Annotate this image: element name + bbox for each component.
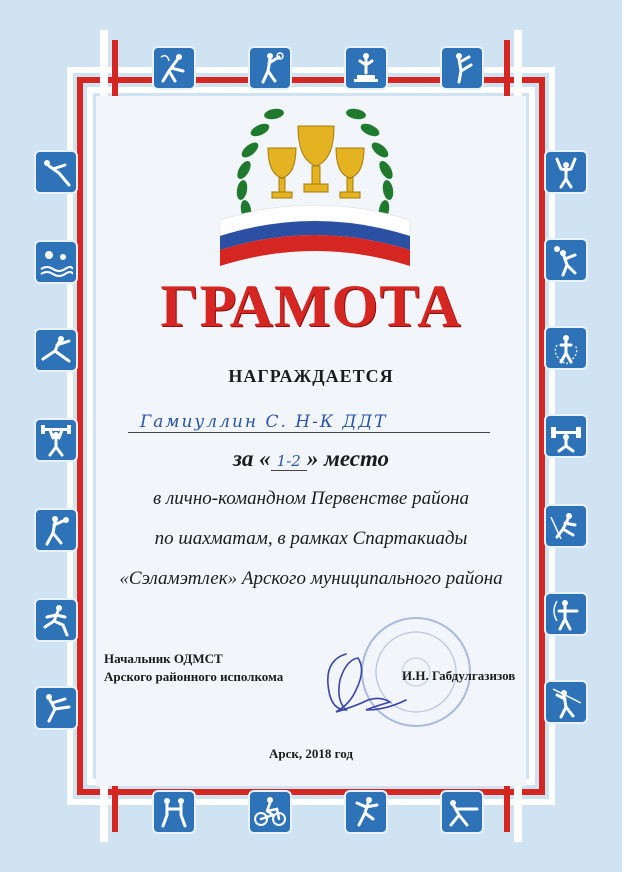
trampoline-icon [344, 790, 388, 834]
ballet-dancer-icon [440, 46, 484, 90]
trophy-figure-icon [344, 46, 388, 90]
certificate-title: ГРАМОТА [160, 273, 462, 339]
hurdler-icon [34, 686, 78, 730]
handwritten-signature [306, 640, 416, 730]
signer-name: И.Н. Габдулгазизов [402, 668, 516, 683]
trophy-cups [268, 126, 364, 198]
rhythmic-gymnast-icon [248, 46, 292, 90]
place-and-year: Арск, 2018 год [269, 746, 353, 761]
javelin-icon [544, 680, 588, 724]
place-prefix: за « [232, 446, 271, 471]
fencer-icon [440, 790, 484, 834]
trophy-emblem [210, 90, 420, 280]
russian-flag-ribbon [220, 205, 410, 266]
acrobats-icon [152, 790, 196, 834]
recipient-underline [128, 432, 490, 433]
place-line [0, 446, 622, 472]
runner-icon [34, 598, 78, 642]
signer-title-line-2: Арского районного исполкома [104, 669, 284, 684]
diver-icon [34, 150, 78, 194]
gymnast-ribbon-icon [152, 46, 196, 90]
cyclist-icon [248, 790, 292, 834]
description-line-2: по шахматам, в рамках Спартакиады [154, 528, 468, 549]
place-suffix: » место [306, 446, 390, 471]
recipient-name: Гамиуллин С. Н-К ДДТ [140, 412, 388, 432]
archer-icon [544, 592, 588, 636]
strongman-icon [544, 150, 588, 194]
description-line-1: в лично-командном Первенстве района [152, 488, 470, 509]
place-value: 1-2 [271, 452, 307, 471]
description-line-3: «Сэламэтлек» Арского муниципального района [119, 568, 503, 589]
signer-title [104, 650, 283, 686]
signer-title-line-1: Начальник ОДМСТ [104, 651, 223, 666]
awarded-heading: НАГРАЖДАЕТСЯ [228, 366, 394, 386]
